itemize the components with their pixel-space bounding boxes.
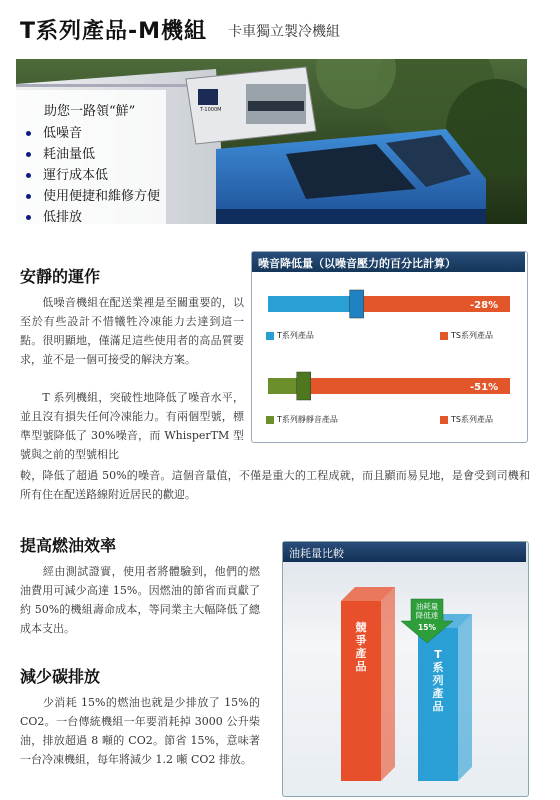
column-label-char: 品	[355, 660, 367, 673]
noise-chart-title: 噪音降低量（以噪音壓力的百分比計算）	[258, 257, 456, 270]
fuel-chart-header	[283, 542, 526, 562]
legend-swatch	[266, 416, 274, 424]
arrow-label: 降低達	[415, 611, 439, 620]
unit-model-label: T-1000M	[200, 107, 222, 113]
column-side	[381, 587, 395, 781]
page-subtitle: 卡車獨立製冷機組	[228, 24, 340, 40]
section-title-quiet: 安靜的運作	[20, 267, 101, 286]
column-label-char: 列	[432, 674, 444, 687]
bullet-icon	[26, 173, 31, 178]
section-title-fuel: 提高燃油效率	[20, 536, 117, 555]
legend-item: TS系列產品	[440, 330, 493, 341]
legend-swatch	[266, 332, 274, 340]
bullet-icon	[26, 131, 31, 136]
hero-bullet: 低噪音	[26, 122, 82, 141]
hero-bullet: 使用便捷和維修方便	[26, 185, 160, 204]
page-title: T系列產品-M機組	[20, 19, 208, 44]
bar-value-label: -51%	[470, 382, 499, 393]
legend-item: T系列靜靜音產品	[266, 414, 338, 425]
column-label-char: 品	[432, 700, 444, 713]
column-label-char: T	[434, 648, 442, 661]
section-quiet-para2: T 系列機組，突破性地降低了噪音水平，並且沒有損失任何冷凍能力。有兩個型號，標準型號降低了 30%噪音，而 WhisperTM 型號與之前的型號相比	[20, 391, 244, 461]
bullet-icon	[26, 152, 31, 157]
hero-bullet: 運行成本低	[26, 164, 108, 183]
column-label-char: 爭	[355, 634, 367, 647]
hero-bullet: 低排放	[26, 206, 82, 225]
arrow-value: 15%	[418, 623, 436, 632]
legend-item: TS系列產品	[440, 414, 493, 425]
column-label-char: 產	[432, 687, 444, 700]
section-quiet-para1: 低噪音機組在配送業裡是至關重要的，以至於有些設計不惜犧牲冷凍能力去達到這一點。很明顯地，僅滿足這些使用者的高品質要求，並不是一個可接受的解決方案。	[20, 296, 244, 366]
bullet-icon	[26, 194, 31, 199]
column-side	[458, 614, 472, 781]
fuel-chart-title: 油耗量比較	[289, 547, 344, 560]
legend-item: T系列產品	[266, 330, 314, 341]
hero-bullet: 耗油量低	[26, 143, 95, 162]
bar-value-label: -28%	[470, 300, 499, 311]
fuel-chart	[283, 563, 526, 794]
section-title-carbon: 減少碳排放	[20, 667, 101, 686]
legend-swatch	[440, 332, 448, 340]
bullet-icon	[26, 215, 31, 220]
column-label-char: 系	[432, 661, 444, 674]
hero-slogan: 助您一路領“鮮”	[44, 104, 136, 119]
section-quiet-para2-continued: 較，降低了超過 50%的噪音。這個音量值，不僅是重大的工程成就，而且顯而易見地，是會受到司機和所有住在配送路線附近居民的歡迎。	[20, 469, 530, 501]
bar-marker	[297, 372, 311, 400]
bar-marker	[350, 290, 364, 318]
noise-chart-header	[252, 252, 525, 272]
arrow-label: 油耗量	[415, 602, 439, 611]
legend-swatch	[440, 416, 448, 424]
column-label-char: 產	[355, 647, 367, 660]
bar-segment	[268, 296, 356, 312]
column-label-char: 競	[355, 621, 367, 634]
column-label	[356, 620, 367, 673]
section-carbon-para: 少消耗 15%的燃油也就是少排放了 15%的 CO2。一台傳統機組一年要消耗掉 3000 公升柴油，排放超過 8 噸的 CO2。節省 15%，意味著一台冷凍機組，每年將減少 1.2 噸 CO2 排放。	[20, 696, 260, 766]
section-fuel-para: 經由測試證實，使用者將體驗到，他們的燃油費用可減少高達 15%。因燃油的節省而貢獻了約 50%的機組壽命成本，等同業主大幅降低了總成本支出。	[20, 565, 260, 635]
